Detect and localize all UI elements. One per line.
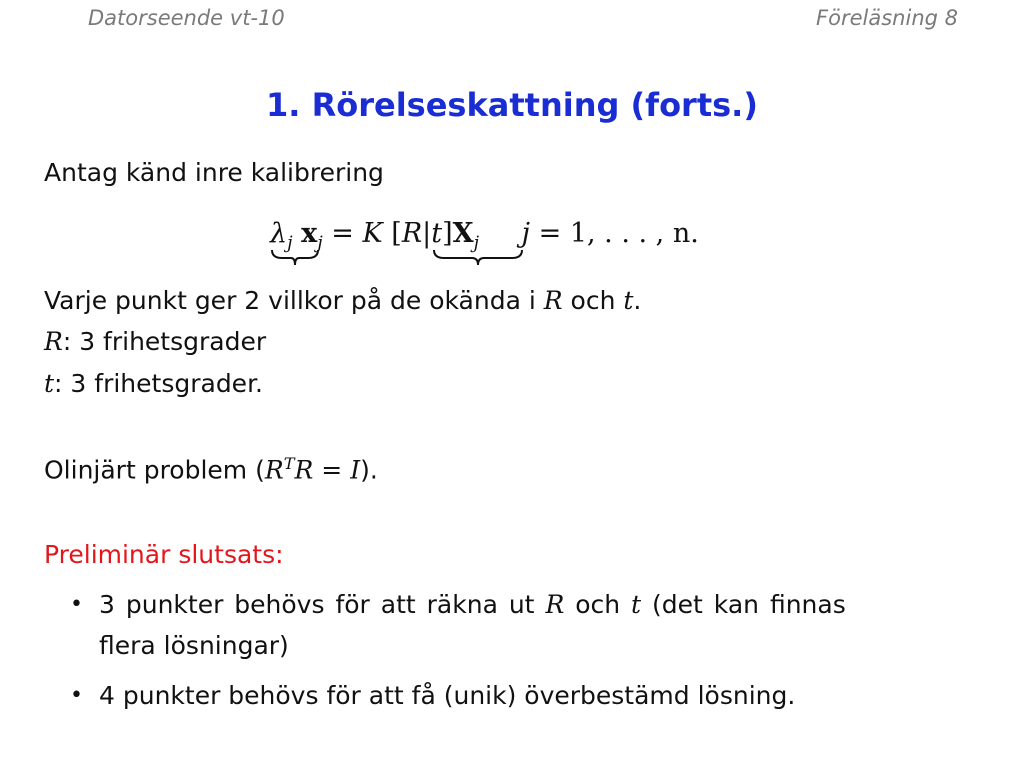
underbrace-lambda: [270, 248, 320, 268]
constraint-text-a: Varje punkt ger 2 villkor på de okända i: [44, 286, 544, 315]
underbrace-rt: [432, 248, 524, 268]
rotation-dof: [44, 327, 266, 356]
bullet-dot-1: •: [70, 592, 83, 617]
bullet-1-line2: flera lösningar): [99, 631, 289, 660]
nonlinear-R2: R: [294, 455, 314, 485]
translation-var: t: [44, 369, 55, 398]
course-name: Datorseende vt-10: [88, 6, 285, 30]
bullet-1-t: t: [631, 590, 642, 619]
translation-dof: [44, 369, 263, 398]
lecture-number: Föreläsning 8: [816, 6, 958, 30]
nonlinear-I: I: [350, 455, 361, 485]
bullet-1: [99, 590, 846, 619]
constraint-text-b: och: [562, 286, 624, 315]
nonlinear-R: R: [264, 455, 284, 485]
eq-K: K: [362, 218, 383, 249]
bullet-dot-2: •: [70, 683, 83, 708]
intro-text: Antag känd inre kalibrering: [44, 158, 384, 187]
eq-t: t: [431, 218, 443, 249]
nonlinear-problem: [44, 454, 378, 484]
eq-bar: |: [422, 218, 432, 249]
nonlinear-eq: =: [313, 455, 351, 485]
constraint-var-R: R: [543, 286, 563, 315]
eq-lambda-sub: j: [287, 233, 293, 254]
bullet-1-R: R: [545, 590, 565, 619]
bullet-1-c: (det kan finnas: [641, 590, 846, 619]
eq-lbracket: [: [391, 218, 402, 249]
eq-X: X: [452, 218, 474, 249]
eq-equals: =: [322, 218, 363, 249]
eq-range: = 1, . . . , n.: [530, 218, 699, 249]
nonlinear-text-b: ).: [360, 455, 378, 485]
slide-title: 1. Rörelseskattning (forts.): [266, 86, 758, 124]
nonlinear-text-a: Olinjärt problem (: [44, 455, 265, 485]
eq-x-sub: j: [317, 233, 323, 254]
rotation-dof-text: : 3 frihetsgrader: [62, 327, 267, 356]
nonlinear-T: T: [283, 454, 295, 473]
eq-R: R: [401, 218, 423, 249]
bullet-1-b: och: [564, 590, 632, 619]
constraint-text-c: .: [633, 286, 642, 315]
eq-lambda: λ: [270, 218, 288, 249]
bullet-1-a: 3 punkter behövs för att räkna ut: [99, 590, 546, 619]
eq-rbracket: ]: [442, 218, 453, 249]
eq-x: x: [301, 218, 318, 249]
constraint-text: [44, 286, 641, 315]
translation-dof-text: : 3 frihetsgrader.: [54, 369, 263, 398]
conclusion-heading: Preliminär slutsats:: [44, 540, 284, 569]
bullet-2: 4 punkter behövs för att få (unik) överbestämd lösning.: [99, 681, 796, 710]
eq-X-sub: j: [473, 233, 480, 254]
constraint-var-t: t: [623, 286, 634, 315]
eq-range-var: j: [521, 218, 531, 249]
rotation-var: R: [44, 327, 63, 356]
